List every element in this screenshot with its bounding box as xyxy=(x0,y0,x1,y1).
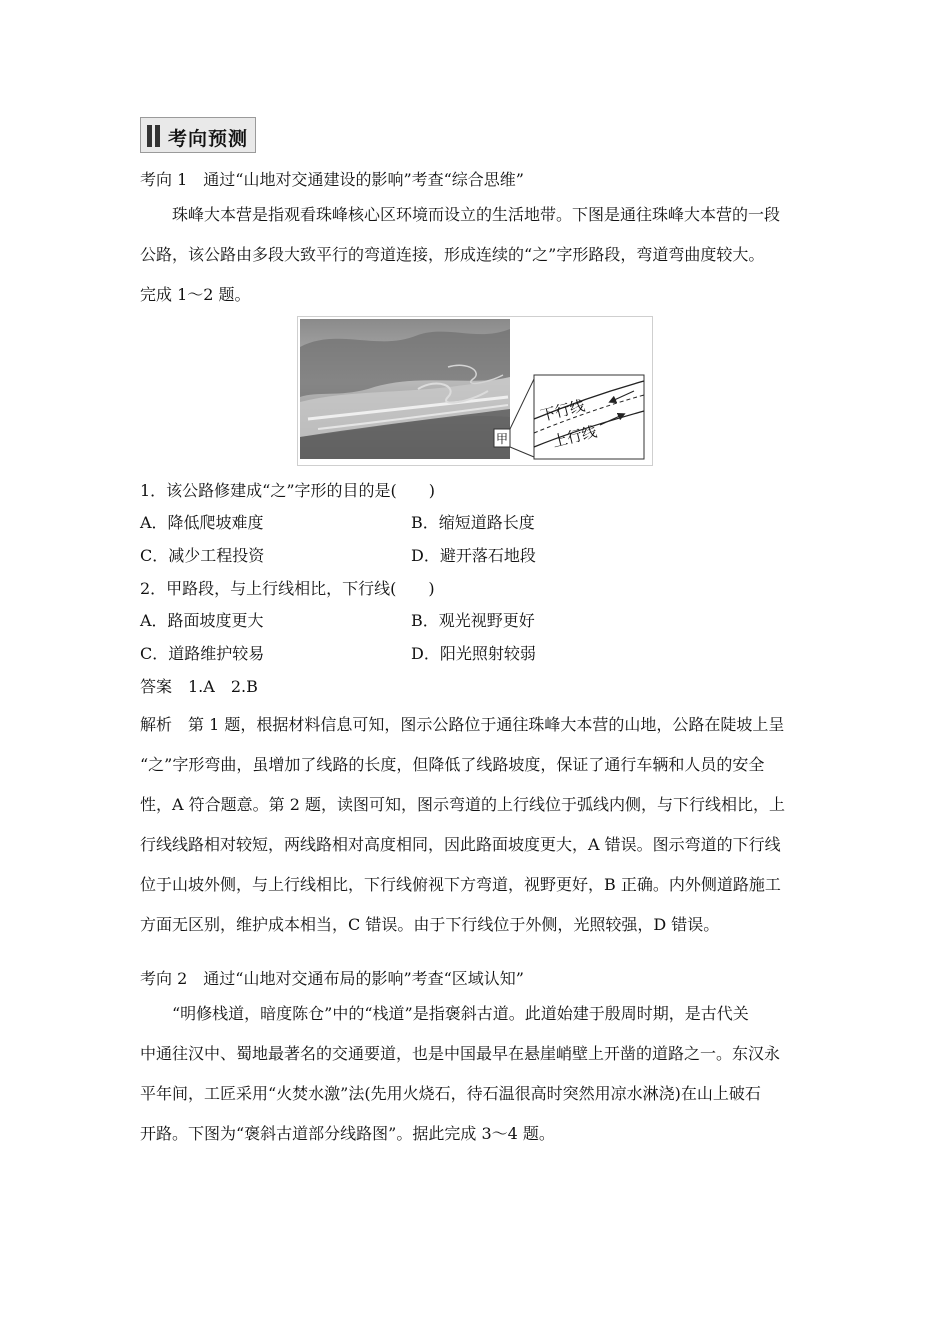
intro-line: 中通往汉中、蜀地最著名的交通要道，也是中国最早在悬崖峭壁上开凿的道路之一。东汉永 xyxy=(140,1044,781,1063)
question-2-stem: 2．甲路段，与上行线相比，下行线( ) xyxy=(140,579,435,598)
q2-option-b: B．观光视野更好 xyxy=(411,611,535,630)
analysis-line: 位于山坡外侧，与上行线相比，下行线俯视下方弯道，视野更好，B 正确。内外侧道路施工 xyxy=(140,875,781,894)
section-title: 考向预测 xyxy=(168,128,249,150)
topic-heading-1: 考向 1 通过“山地对交通建设的影响”考查“综合思维” xyxy=(140,170,524,189)
header-bar-icon xyxy=(155,125,160,147)
header-bar-icon xyxy=(147,125,152,147)
section-header xyxy=(140,117,256,153)
q1-option-b: B．缩短道路长度 xyxy=(411,513,535,532)
mountain-photo xyxy=(300,319,510,459)
q1-option-a: A．降低爬坡难度 xyxy=(140,513,264,532)
intro-line: “明修栈道，暗度陈仓”中的“栈道”是指褒斜古道。此道始建于殷周时期，是古代关 xyxy=(172,1004,749,1023)
label-up-line: 上行线 xyxy=(550,422,599,451)
q2-option-d: D．阳光照射较弱 xyxy=(411,644,536,663)
analysis-paragraph xyxy=(140,712,812,952)
intro-line: 公路，该公路由多段大致平行的弯道连接，形成连续的“之”字形路段，弯道弯曲度较大。 xyxy=(140,245,765,264)
analysis-line: 性，A 符合题意。第 2 题，读图可知，图示弯道的上行线位于弧线内侧，与下行线相比，上 xyxy=(140,795,785,814)
intro-line: 平年间，工匠采用“火焚水激”法(先用火烧石，待石温很高时突然用凉水淋浇)在山上破石 xyxy=(140,1084,761,1103)
analysis-line: “之”字形弯曲，虽增加了线路的长度，但降低了线路坡度，保证了通行车辆和人员的安全 xyxy=(140,755,765,774)
label-jia: 甲 xyxy=(496,432,509,446)
intro-paragraph-2 xyxy=(140,1001,812,1161)
topic-heading-2: 考向 2 通过“山地对交通布局的影响”考查“区域认知” xyxy=(140,969,524,988)
analysis-line: 解析 第 1 题，根据材料信息可知，图示公路位于通往珠峰大本营的山地，公路在陡坡上呈 xyxy=(140,715,785,734)
answer-line: 答案 1.A 2.B xyxy=(140,677,258,696)
connector-line xyxy=(510,447,534,457)
intro-paragraph-1 xyxy=(140,202,812,322)
q1-option-d: D．避开落石地段 xyxy=(411,546,536,565)
connector-line xyxy=(510,379,534,429)
q2-option-c: C．道路维护较易 xyxy=(140,644,265,663)
question-1-stem: 1．该公路修建成“之”字形的目的是( ) xyxy=(140,481,436,500)
intro-line: 珠峰大本营是指观看珠峰核心区环境而设立的生活地带。下图是通往珠峰大本营的一段 xyxy=(172,205,781,224)
intro-line: 完成 1～2 题。 xyxy=(140,285,251,304)
route-diagram xyxy=(534,375,644,459)
label-down-line: 下行线 xyxy=(538,396,587,425)
q1-option-c: C．减少工程投资 xyxy=(140,546,265,565)
road-illustration xyxy=(298,317,652,465)
analysis-line: 行线线路相对较短，两线路相对高度相同，因此路面坡度更大，A 错误。图示弯道的下行线 xyxy=(140,835,781,854)
road-figure xyxy=(297,316,653,466)
intro-line: 开路。下图为“褒斜古道部分线路图”。据此完成 3～4 题。 xyxy=(140,1124,555,1143)
analysis-line: 方面无区别，维护成本相当，C 错误。由于下行线位于外侧，光照较强，D 错误。 xyxy=(140,915,720,934)
q2-option-a: A．路面坡度更大 xyxy=(140,611,264,630)
